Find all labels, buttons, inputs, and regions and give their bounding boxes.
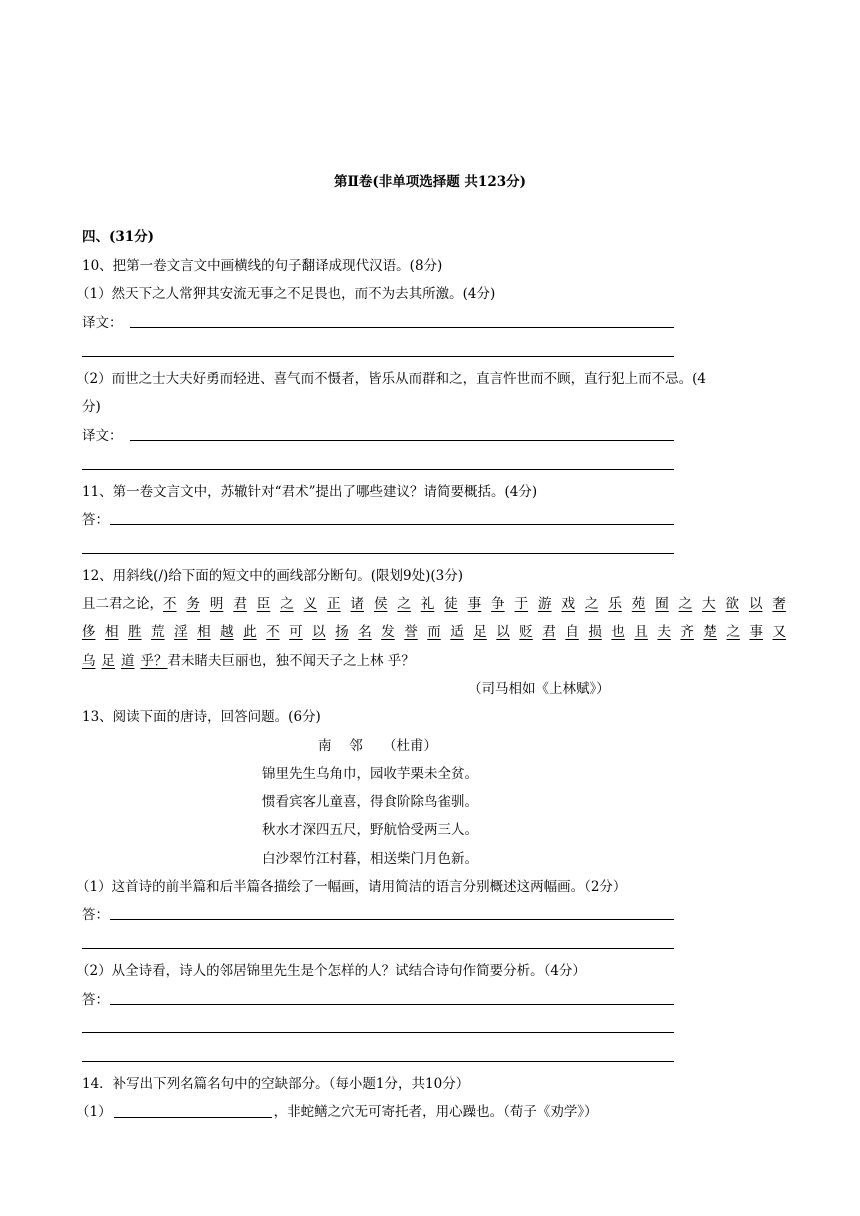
- poem-line: 锦里先生乌角巾，园收芋栗未全贫。: [262, 766, 478, 782]
- answer-line[interactable]: [110, 919, 674, 920]
- passage-char: 之: [280, 596, 294, 612]
- passage-char: 乎？: [140, 653, 168, 669]
- passage-char: 淫: [174, 624, 188, 640]
- q14-sub1-rest: ，非蛇鳝之穴无可寄托者，用心躁也。（荀子《劝学》）: [273, 1104, 598, 1120]
- passage-char: 之: [726, 624, 740, 640]
- q13-sub1: （1）这首诗的前半篇和后半篇各描绘了一幅画，请用简洁的语言分别概述这两幅画。（2分）: [76, 879, 627, 895]
- q11-stem: 11、第一卷文言文中，苏辙针对“君术”提出了哪些建议？请简要概括。(4分): [82, 484, 538, 500]
- q12-passage-line1: [82, 594, 786, 614]
- passage-char: 可: [289, 624, 303, 640]
- q10-sub2-line2: 分): [82, 399, 101, 415]
- passage-char: 游: [538, 596, 552, 612]
- poem-title: 南 邻 （杜甫）: [318, 738, 438, 754]
- q13-sub1-label: 答：: [82, 907, 109, 923]
- passage-char: 欲: [725, 596, 739, 612]
- passage-char: 夫: [657, 624, 671, 640]
- q10-sub2-line1: （2）而世之士大夫好勇而轻进、喜气而不慑者，皆乐从而群和之，直言忤世而不顾，直行犯上而不忌。(4: [76, 371, 706, 387]
- q12-passage-line3: [82, 651, 415, 671]
- q13-sub2: （2）从全诗看，诗人的邻居锦里先生是个怎样的人？试结合诗句作简要分析。（4分）: [76, 963, 586, 979]
- passage-char: 而: [427, 624, 441, 640]
- q13-stem: 13、阅读下面的唐诗，回答问题。(6分): [82, 709, 321, 725]
- passage-char: 争: [491, 596, 505, 612]
- passage-char: 楚: [703, 624, 717, 640]
- passage-char: 戏: [561, 596, 575, 612]
- passage-char: 事: [467, 596, 482, 612]
- passage-char: 足: [473, 624, 487, 640]
- passage-char: 道: [121, 653, 135, 669]
- passage-char: 之: [584, 596, 599, 612]
- passage-char: 事: [749, 624, 763, 640]
- section-heading: 四、(31分): [82, 229, 155, 245]
- q12-passage-rest: 君未睹夫巨丽也，独不闻天子之上林 乎？: [167, 653, 415, 669]
- passage-char: 名: [358, 624, 372, 640]
- answer-line[interactable]: [82, 553, 674, 554]
- passage-char: 扬: [335, 624, 349, 640]
- answer-line[interactable]: [130, 327, 674, 328]
- q12-stem: 12、用斜线(/)给下面的短文中的画线部分断句。(限划9处)(3分): [82, 568, 464, 584]
- passage-char: 诸: [350, 596, 364, 612]
- passage-char: 礼: [420, 596, 435, 612]
- passage-char: 以: [748, 596, 763, 612]
- passage-char: 明: [209, 596, 224, 612]
- passage-char: 囿: [655, 596, 669, 612]
- q12-underlined-segment: [163, 594, 786, 614]
- passage-char: 乐: [608, 596, 622, 612]
- poem-line: 秋水才深四五尺，野航恰受两三人。: [262, 822, 478, 838]
- q14-sub1: [76, 1102, 598, 1122]
- q14-stem: 14．补写出下列名篇名句中的空缺部分。（每小题1分，共10分）: [82, 1076, 470, 1092]
- poem-line: 惯看宾客儿童喜，得食阶除鸟雀驯。: [262, 794, 478, 810]
- answer-line[interactable]: [82, 1061, 674, 1062]
- answer-line[interactable]: [82, 948, 674, 949]
- poem-line: 白沙翠竹江村暮，相送柴门月色新。: [262, 851, 478, 867]
- q12-passage-line2: [82, 622, 786, 642]
- q10-sub1: （1）然天下之人常狎其安流无事之不足畏也，而不为去其所激。(4分): [76, 286, 496, 302]
- passage-char: 贬: [519, 624, 533, 640]
- passage-char: 相: [105, 624, 119, 640]
- answer-line[interactable]: [110, 524, 674, 525]
- passage-char: 不: [163, 596, 177, 612]
- passage-char: 以: [496, 624, 510, 640]
- passage-char: 不: [266, 624, 280, 640]
- passage-char: 相: [197, 624, 211, 640]
- passage-char: 君: [233, 596, 247, 612]
- passage-char: 务: [186, 596, 200, 612]
- passage-char: 又: [772, 624, 786, 640]
- passage-char: 奢: [772, 596, 786, 612]
- passage-char: 足: [101, 653, 115, 669]
- passage-char: 此: [243, 624, 257, 640]
- answer-line[interactable]: [130, 440, 674, 441]
- answer-line[interactable]: [82, 356, 674, 357]
- passage-char: 适: [450, 624, 464, 640]
- passage-char: 苑: [631, 596, 646, 612]
- passage-char: 也: [611, 624, 625, 640]
- passage-char: 以: [312, 624, 326, 640]
- passage-char: 于: [514, 596, 529, 612]
- fill-blank[interactable]: [114, 1103, 272, 1118]
- q10-sub2-label: 译文：: [82, 428, 123, 444]
- q12-prefix: 且二君之论，: [82, 596, 163, 612]
- q10-sub1-label: 译文：: [82, 315, 123, 331]
- passage-char: 誉: [404, 624, 418, 640]
- passage-char: 之: [678, 596, 693, 612]
- q12-underlined-end: [82, 653, 168, 669]
- q10-stem: 10、把第一卷文言文中画横线的句子翻译成现代汉语。(8分): [82, 258, 443, 274]
- passage-char: 侯: [373, 596, 388, 612]
- answer-line[interactable]: [82, 469, 674, 470]
- passage-char: 自: [565, 624, 579, 640]
- passage-char: 齐: [680, 624, 694, 640]
- passage-char: 胜: [128, 624, 142, 640]
- answer-line[interactable]: [110, 1004, 674, 1005]
- passage-char: 正: [327, 596, 341, 612]
- q11-label: 答：: [82, 512, 109, 528]
- passage-char: 损: [588, 624, 602, 640]
- page-title: 第Ⅱ卷(非单项选择题 共123分): [333, 174, 527, 190]
- passage-char: 荒: [151, 624, 165, 640]
- passage-char: 乌: [82, 653, 96, 669]
- answer-line[interactable]: [82, 1032, 674, 1033]
- q13-sub2-label: 答：: [82, 992, 109, 1008]
- passage-char: 发: [381, 624, 395, 640]
- passage-char: 之: [397, 596, 411, 612]
- q12-source: （司马相如《上林赋》）: [468, 681, 610, 697]
- passage-char: 且: [634, 624, 648, 640]
- passage-char: 臣: [256, 596, 271, 612]
- passage-char: 越: [220, 624, 234, 640]
- passage-char: 大: [702, 596, 716, 612]
- passage-char: 君: [542, 624, 556, 640]
- passage-char: 侈: [82, 624, 96, 640]
- q14-sub1-prefix: （1）: [76, 1104, 112, 1120]
- passage-char: 义: [303, 596, 318, 612]
- passage-char: 徒: [444, 596, 458, 612]
